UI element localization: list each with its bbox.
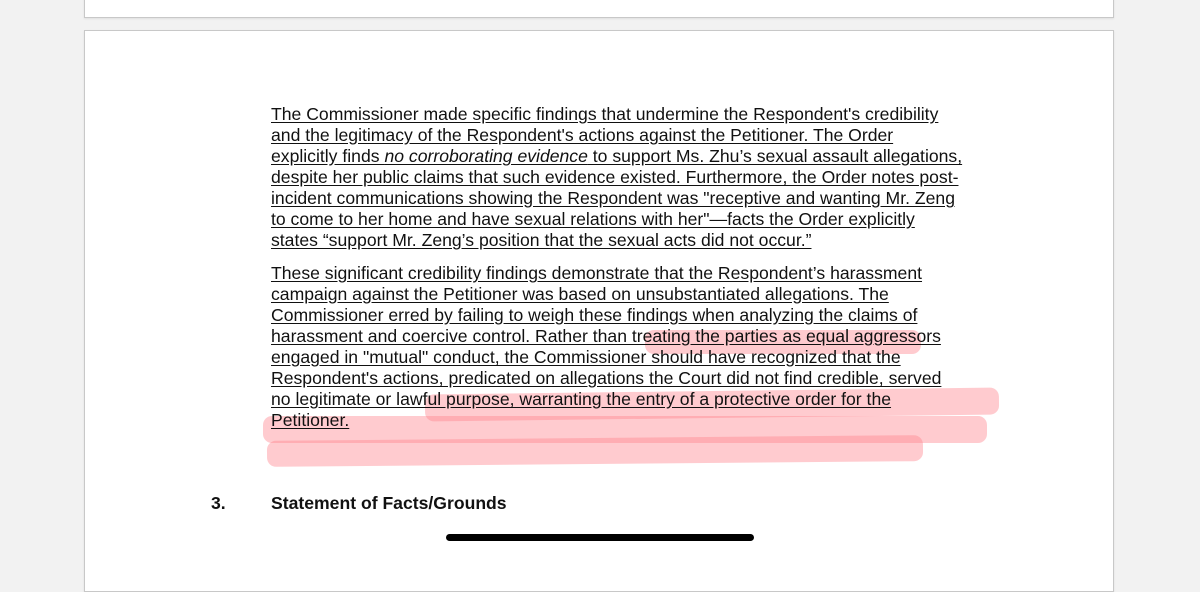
text-line: The Commissioner made specific findings that undermine the Respondent's credibility (271, 104, 939, 124)
home-indicator[interactable] (446, 534, 754, 541)
paragraph-harassment-campaign (271, 263, 1031, 431)
section-heading: Statement of Facts/Grounds (271, 493, 507, 513)
text-line (271, 146, 1031, 167)
document-page (84, 30, 1114, 592)
text-segment: to support Ms. Zhu’s sexual assault allegations, (587, 146, 963, 166)
paragraph-credibility-findings (271, 104, 1031, 251)
previous-page (84, 0, 1114, 18)
text-line: engaged in "mutual" conduct, the Commissioner should have recognized that the (271, 347, 901, 367)
text-line: Petitioner. (271, 410, 350, 430)
text-line: no legitimate or lawful purpose, warranting the entry of a protective order for the (271, 389, 892, 409)
text-line: These significant credibility findings demonstrate that the Respondent’s harassment (271, 263, 923, 283)
highlight-mark (267, 435, 923, 467)
text-line: Commissioner erred by failing to weigh these findings when analyzing the claims of (271, 305, 918, 325)
text-segment: explicitly finds (271, 146, 385, 166)
text-line: campaign against the Petitioner was based on unsubstantiated allegations. The (271, 284, 889, 304)
text-line: incident communications showing the Respondent was "receptive and wanting Mr. Zeng (271, 188, 955, 208)
text-line: and the legitimacy of the Respondent's actions against the Petitioner. The Order (271, 125, 894, 145)
text-line: despite her public claims that such evidence existed. Furthermore, the Order notes post- (271, 167, 959, 187)
emphasis-text: no corroborating evidence (384, 146, 588, 166)
text-line: harassment and coercive control. Rather than treating the parties as equal aggressors (271, 326, 941, 346)
text-line: to come to her home and have sexual relations with her"—facts the Order explicitly (271, 209, 915, 229)
text-line: states “support Mr. Zeng’s position that the sexual acts did not occur.” (271, 230, 812, 250)
section-number: 3. (211, 493, 226, 513)
text-line: Respondent's actions, predicated on allegations the Court did not find credible, served (271, 368, 942, 388)
document-body (271, 104, 1031, 431)
